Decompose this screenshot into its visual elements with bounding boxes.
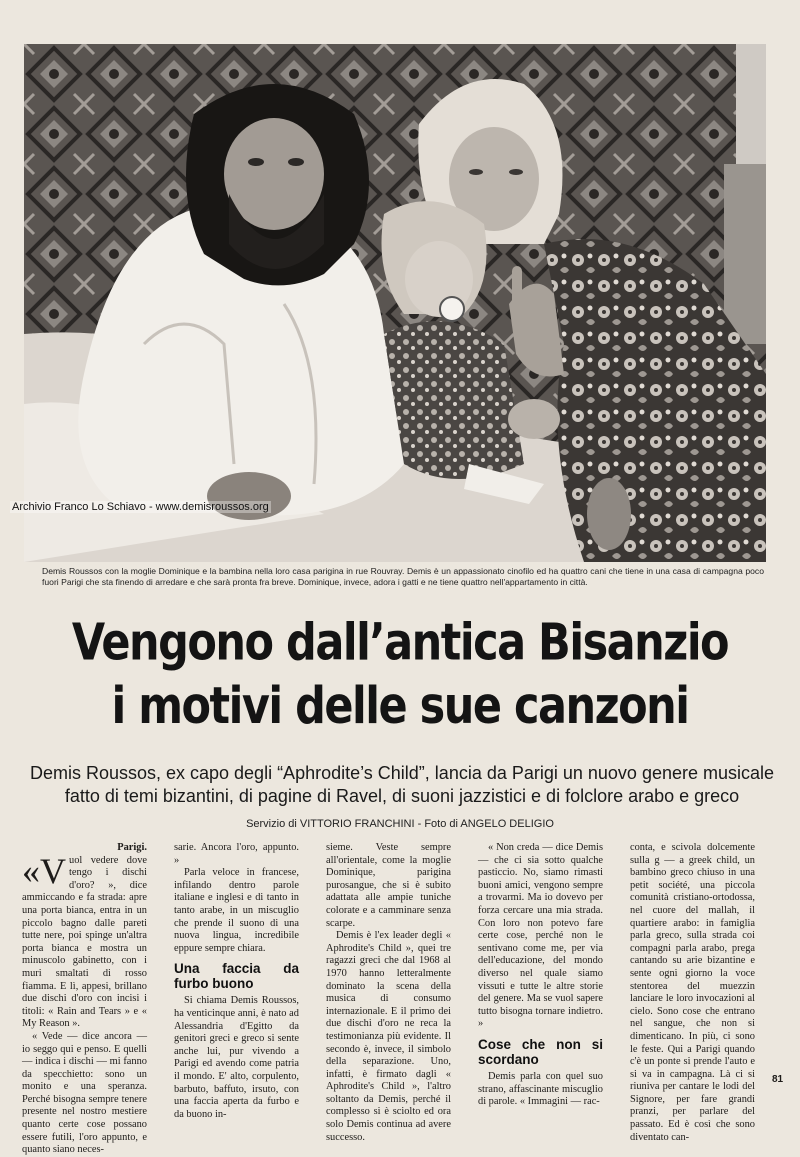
drop-cap: «V: [22, 850, 66, 891]
headline-line-1: Vengono dall’antica Bisanzio: [71, 613, 729, 673]
byline: Servizio di VITTORIO FRANCHINI - Foto di ANGELO DELIGIO: [246, 818, 554, 830]
photo-caption: Demis Roussos con la moglie Dominique e la bambina nella loro casa parigina in rue Rouvray. Demis è un appassionato cinofilo ed ha quattro cani che tiene in una casa di campagna poco fuori Parigi che sta finendo di arredare e che sarà pronta fra breve. Dominique, invece, adora i gatti e ne tiene quattro nell'appartamento in città.: [42, 566, 764, 587]
article-column-4: [478, 842, 603, 1109]
headline-line-2: i motivi delle sue canzoni: [111, 677, 689, 737]
subtitle: Demis Roussos, ex capo degli “Aphrodite’s Child”, lancia da Parigi un nuovo genere musicale fatto di temi bizantini, di pagine di Ravel, di suoni jazzistici e di folclore arabo e greco: [29, 763, 775, 806]
article-column-2: [174, 842, 299, 1121]
paragraph: « Non creda — dice Demis — che ci sia sotto qualche pasticcio. No, siamo rimasti buoni amici, vengono sempre a trovarmi. Ma io dovevo per forza cercare una mia strada. Con loro non potevo fare certe cose, perché non le sentivano come me, per via dell'educazione, del mondo diverso nel quale siamo vissuti e tutte le altre storie del genere. Ma se vuol sapere tutto bisogna tornare indietro. »: [478, 842, 603, 1030]
section-heading: Una faccia da furbo buono: [174, 961, 299, 992]
paragraph: Demis è l'ex leader degli « Aphrodite's Child », quei tre ragazzi greci che dal 1968 al 1970 hanno letteralmente dominato la scena della musica di consumo internazionale. E il primo dei due dischi d'oro ne reca la testimonianza più evidente. Il secondo è, invece, il simbolo della separazione. Uno, infatti, è firmato dagli « Aphrodite's Child », l'altro soltanto da Demis, perché il complesso si è sciolto ed ora solo Demis continua ad avere successo.: [326, 930, 451, 1143]
paragraph-text: uol vedere dove tengo i dischi d'oro? », dice ammiccando e fa strada: apre una porta bianca, entra in un piccolo bagno dalle pareti tutte nere, poi spinge un'altra porta bianca e mostra un minuscolo gabinetto, con i muri smaltati di rosso fiamma. E lì, appesi, brillano due dischi d'oro con incisi i titoli: « Rain and Tears » e « My Reason ».: [22, 854, 147, 1030]
paragraph: « Vede — dice ancora — io seggo qui e penso. E quelli — indica i dischi — mi fanno da specchietto: sono un monito e una speranza. Perché bisogna sempre tenere presente nel nostro mestiere quanto certe cose possano essere futili, l'oro appunto, e quanto siano neces-: [22, 1030, 147, 1156]
dateline: Parigi.: [117, 842, 147, 853]
page-number: 81: [772, 1074, 784, 1085]
article-column-3: [326, 842, 451, 1144]
paragraph: Parla veloce in francese, infilando dentro parole italiane e inglesi e di tanto in tanto arabe, in un miscuglio che prende il suono di una nuova lingua, incredibile eppure sempre chiara.: [174, 867, 299, 954]
paragraph: Si chiama Demis Roussos, ha venticinque anni, è nato ad Alessandria d'Egitto da genitori greci e greco si sente anche lui, pur vivendo a Parigi ed avendo come patria il mondo. E' alto, corpulento, barbuto, baffuto, irsuto, con una faccia aperta da furbo e da buono in-: [174, 995, 299, 1120]
paragraph: Demis parla con quel suo strano, affascinante miscuglio di parole. « Immagini — rac-: [478, 1070, 603, 1108]
archive-credit: Archivio Franco Lo Schiavo - www.demisroussos.org: [12, 501, 269, 513]
family-photo: [24, 44, 766, 562]
article-column-5: [630, 842, 755, 1144]
article-column-1: [22, 842, 147, 1157]
section-heading: Cose che non si scordano: [478, 1036, 603, 1067]
headline: [60, 611, 740, 738]
paragraph: [22, 850, 147, 1031]
paragraph: sieme. Veste sempre all'orientale, come la moglie Dominique, parigina purosangue, che si è subito adattata alle ampie tuniche colorate e a camminare senza scarpe.: [326, 842, 451, 929]
paragraph: conta, e scivola dolcemente sulla g — a greek child, un bambino greco chiuso in una petit société, una piccola comunità cristiano-ortodossa, nel cuore del mallah, il quartiere arabo: in famiglia parla greco, sulla strada coi compagni parla arabo, prega cantando su arie bizantine e sente ogni giorno la voce stentorea del muezzin lanciare le loro invocazioni al cielo. Sono cose che entrano nel sangue, che non si dimenticano. In più, ci sono le feste. Qui a Parigi quando c'è un ponte si prende l'auto e si va in campagna. Là ci si riuniva per cantare le lodi del Signore, per fare grandi pranzi, per parlare del passato. Ed è così che sono diventato can-: [630, 842, 755, 1143]
paragraph: sarie. Ancora l'oro, appunto. »: [174, 842, 299, 866]
family-photo-illustration: [24, 44, 766, 562]
